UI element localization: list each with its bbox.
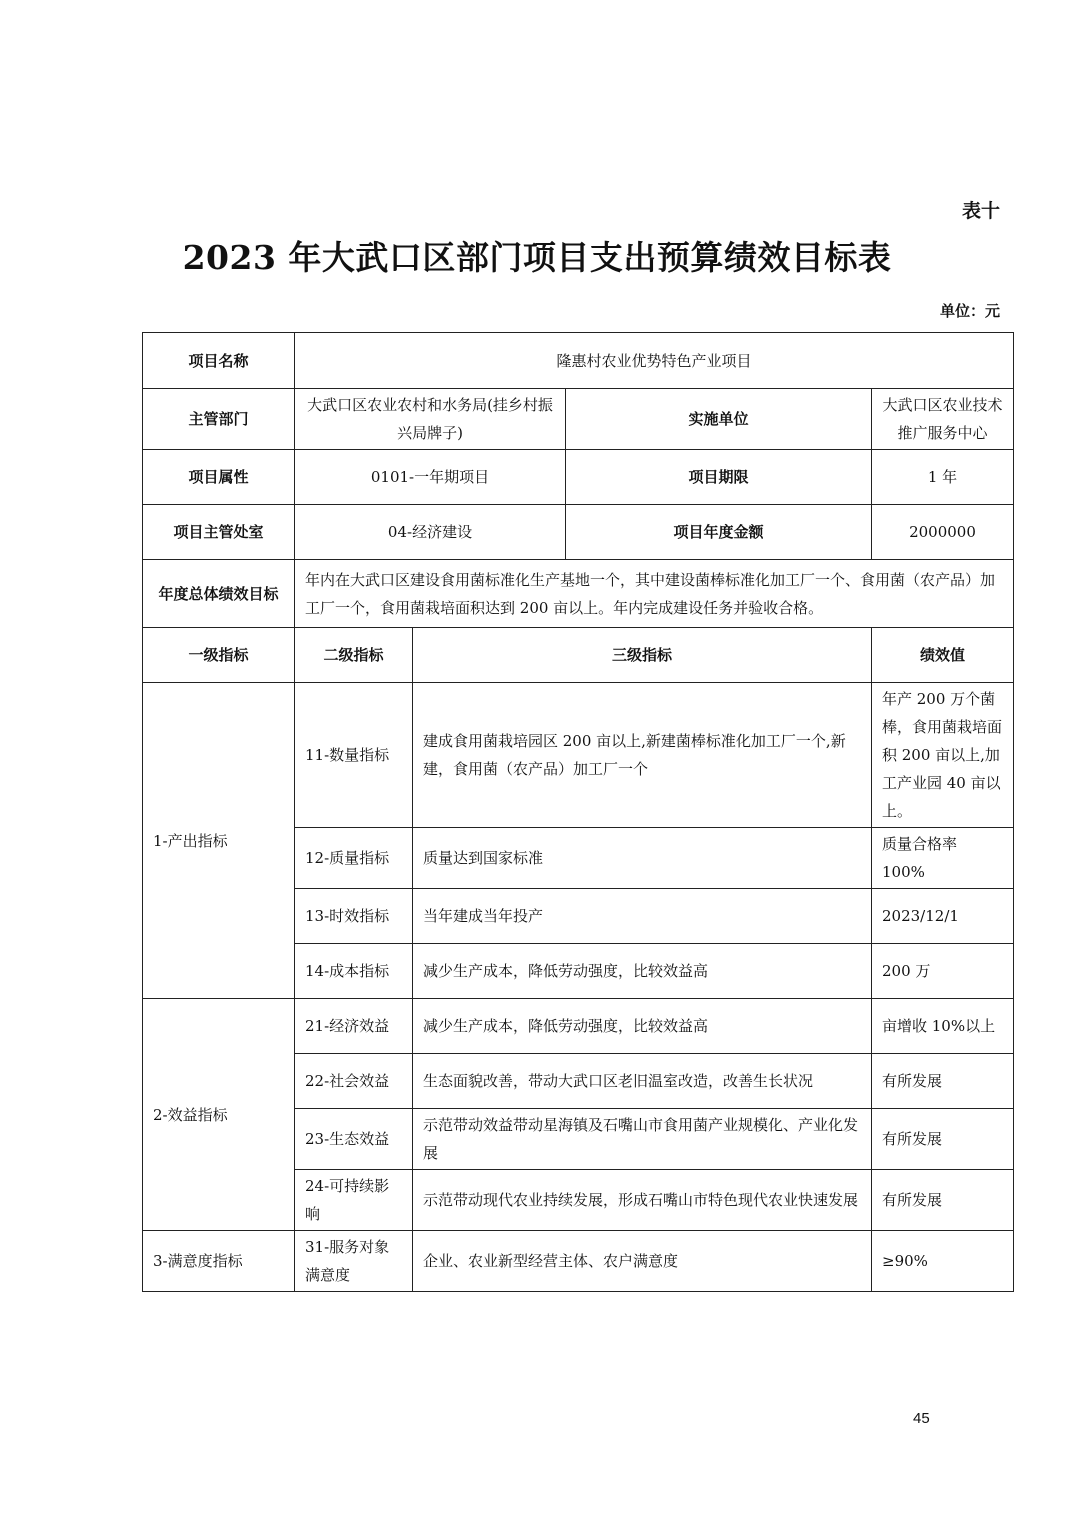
period-value: 1 年	[872, 450, 1014, 505]
unit-label: 单位：元	[939, 302, 1000, 320]
level2-cell: 12-质量指标	[295, 828, 413, 889]
dept-label: 主管部门	[143, 389, 295, 450]
performance-table	[142, 332, 1014, 1292]
office-row	[143, 505, 1014, 560]
indicator-header-row	[143, 628, 1014, 683]
level3-cell: 质量达到国家标准	[413, 828, 872, 889]
level3-cell: 示范带动现代农业持续发展，形成石嘴山市特色现代农业快速发展	[413, 1170, 872, 1231]
page-title: 2023 年大武口区部门项目支出预算绩效目标表	[182, 238, 892, 277]
office-value: 04-经济建设	[295, 505, 566, 560]
department-row	[143, 389, 1014, 450]
project-name-row	[143, 333, 1014, 389]
office-label: 项目主管处室	[143, 505, 295, 560]
level2-cell: 24-可持续影响	[295, 1170, 413, 1231]
level2-cell: 22-社会效益	[295, 1054, 413, 1109]
level3-cell: 企业、农业新型经营主体、农户满意度	[413, 1231, 872, 1292]
table-row	[143, 999, 1014, 1054]
level1-header: 一级指标	[143, 628, 295, 683]
table-row	[143, 683, 1014, 828]
attr-value: 0101-一年期项目	[295, 450, 566, 505]
level1-output: 1-产出指标	[143, 683, 295, 999]
goal-row	[143, 560, 1014, 628]
project-name-label: 项目名称	[143, 333, 295, 389]
level2-cell: 23-生态效益	[295, 1109, 413, 1170]
value-cell: 有所发展	[872, 1109, 1014, 1170]
level3-cell: 建成食用菌栽培园区 200 亩以上,新建菌棒标准化加工厂一个,新建，食用菌（农产品）加工厂一个	[413, 683, 872, 828]
attr-label: 项目属性	[143, 450, 295, 505]
level2-cell: 14-成本指标	[295, 944, 413, 999]
level3-header: 三级指标	[413, 628, 872, 683]
value-cell: 200 万	[872, 944, 1014, 999]
table-number: 表十	[961, 200, 1000, 222]
value-cell: 年产 200 万个菌棒，食用菌栽培面积 200 亩以上,加工产业园 40 亩以上。	[872, 683, 1014, 828]
value-cell: ≥90%	[872, 1231, 1014, 1292]
level3-cell: 生态面貌改善，带动大武口区老旧温室改造，改善生长状况	[413, 1054, 872, 1109]
page-number: 45	[913, 1410, 930, 1427]
attribute-row	[143, 450, 1014, 505]
level3-cell: 示范带动效益带动星海镇及石嘴山市食用菌产业规模化、产业化发展	[413, 1109, 872, 1170]
amount-value: 2000000	[872, 505, 1014, 560]
table-row	[143, 1231, 1014, 1292]
level2-cell: 31-服务对象满意度	[295, 1231, 413, 1292]
level2-cell: 21-经济效益	[295, 999, 413, 1054]
value-cell: 2023/12/1	[872, 889, 1014, 944]
goal-label: 年度总体绩效目标	[143, 560, 295, 628]
value-cell: 有所发展	[872, 1170, 1014, 1231]
value-cell: 有所发展	[872, 1054, 1014, 1109]
goal-value: 年内在大武口区建设食用菌标准化生产基地一个，其中建设菌棒标准化加工厂一个、食用菌（农产品）加工厂一个，食用菌栽培面积达到 200 亩以上。年内完成建设任务并验收合格。	[295, 560, 1014, 628]
level2-header: 二级指标	[295, 628, 413, 683]
value-header: 绩效值	[872, 628, 1014, 683]
level2-cell: 11-数量指标	[295, 683, 413, 828]
impl-value: 大武口区农业技术推广服务中心	[872, 389, 1014, 450]
level3-cell: 当年建成当年投产	[413, 889, 872, 944]
project-name-value: 隆惠村农业优势特色产业项目	[295, 333, 1014, 389]
amount-label: 项目年度金额	[566, 505, 872, 560]
period-label: 项目期限	[566, 450, 872, 505]
level2-cell: 13-时效指标	[295, 889, 413, 944]
dept-value: 大武口区农业农村和水务局(挂乡村振兴局牌子)	[295, 389, 566, 450]
level1-satisfaction: 3-满意度指标	[143, 1231, 295, 1292]
level1-benefit: 2-效益指标	[143, 999, 295, 1231]
level3-cell: 减少生产成本，降低劳动强度，比较效益高	[413, 999, 872, 1054]
value-cell: 亩增收 10%以上	[872, 999, 1014, 1054]
impl-label: 实施单位	[566, 389, 872, 450]
level3-cell: 减少生产成本，降低劳动强度，比较效益高	[413, 944, 872, 999]
value-cell: 质量合格率 100%	[872, 828, 1014, 889]
